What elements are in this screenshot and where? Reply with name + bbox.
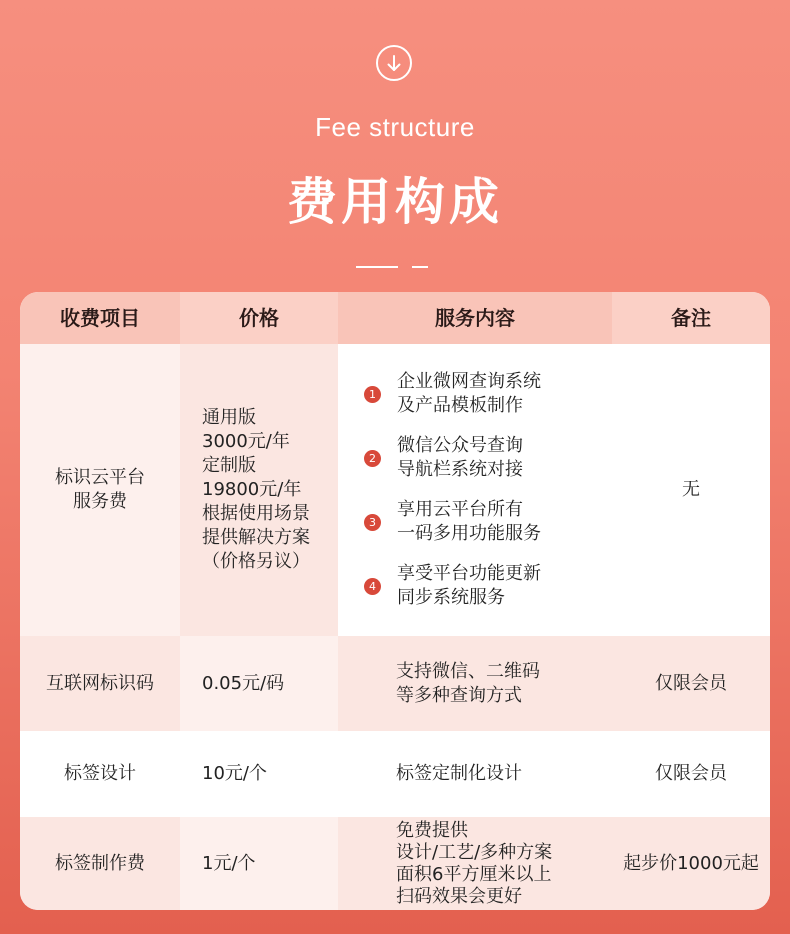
row-note: 仅限会员 — [612, 636, 770, 731]
service-item — [364, 370, 541, 418]
row-service: 免费提供 设计/工艺/多种方案 面积6平方厘米以上 扫码效果会更好 — [338, 817, 612, 910]
service-text: 微信公众号查询 导航栏系统对接 — [397, 435, 523, 480]
row-price: 10元/个 — [180, 731, 338, 817]
service-text: 享受平台功能更新 同步系统服务 — [397, 563, 541, 608]
row-item: 标签设计 — [20, 731, 180, 817]
table-row — [20, 344, 770, 636]
row-service: 支持微信、二维码 等多种查询方式 — [338, 636, 612, 731]
table-row — [20, 817, 770, 910]
row-service: 标签定制化设计 — [338, 731, 612, 817]
column-header-price: 价格 — [180, 292, 338, 344]
service-number-badge: 1 — [364, 386, 381, 403]
table-row — [20, 731, 770, 817]
section-title: 费用构成 — [287, 173, 503, 231]
service-item — [364, 562, 541, 610]
arrow-down-circle-icon — [376, 45, 412, 81]
row-note: 无 — [612, 344, 770, 636]
service-number-badge: 2 — [364, 450, 381, 467]
service-text: 享用云平台所有 一码多用功能服务 — [397, 499, 541, 544]
row-price: 通用版 3000元/年 定制版 19800元/年 根据使用场景 提供解决方案 （价格另议） — [180, 344, 338, 636]
section-subtitle: Fee structure — [315, 112, 475, 142]
row-note: 起步价1000元起 — [612, 817, 770, 910]
table-row — [20, 636, 770, 731]
column-header-note: 备注 — [612, 292, 770, 344]
title-divider-long — [356, 266, 398, 268]
fee-table — [20, 292, 770, 910]
row-price: 0.05元/码 — [180, 636, 338, 731]
row-item: 标签制作费 — [20, 817, 180, 910]
service-number-badge: 3 — [364, 514, 381, 531]
row-services — [338, 344, 612, 636]
row-note: 仅限会员 — [612, 731, 770, 817]
service-item — [364, 498, 541, 546]
row-item: 互联网标识码 — [20, 636, 180, 731]
table-header-row — [20, 292, 770, 344]
service-text: 企业微网查询系统 及产品模板制作 — [397, 371, 541, 416]
title-divider-short — [412, 266, 428, 268]
service-item — [364, 434, 523, 482]
column-header-service: 服务内容 — [435, 306, 515, 330]
row-item: 标识云平台 服务费 — [20, 344, 180, 636]
column-header-item: 收费项目 — [60, 306, 140, 330]
row-price: 1元/个 — [180, 817, 338, 910]
service-number-badge: 4 — [364, 578, 381, 595]
